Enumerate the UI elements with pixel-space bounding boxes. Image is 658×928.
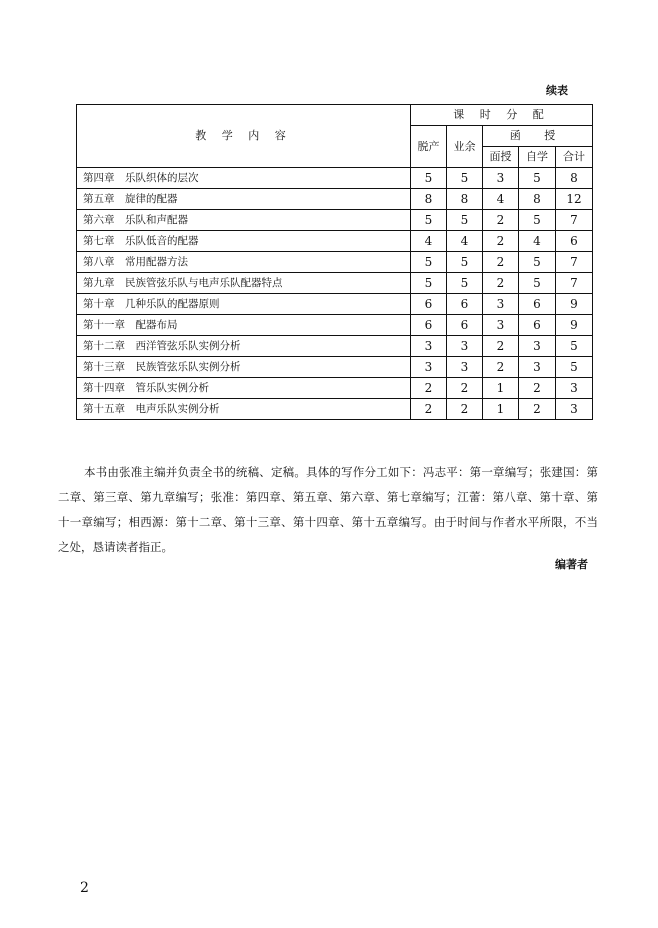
row-total: 3 bbox=[556, 378, 593, 399]
row-total: 7 bbox=[556, 273, 593, 294]
row-total: 6 bbox=[556, 231, 593, 252]
row-in-person: 1 bbox=[483, 378, 519, 399]
row-content: 第七章 乐队低音的配器 bbox=[77, 231, 411, 252]
table-row bbox=[77, 168, 593, 189]
row-fulltime: 6 bbox=[411, 294, 447, 315]
table-row bbox=[77, 210, 593, 231]
row-fulltime: 8 bbox=[411, 189, 447, 210]
row-in-person: 3 bbox=[483, 315, 519, 336]
row-fulltime: 5 bbox=[411, 210, 447, 231]
row-fulltime: 3 bbox=[411, 336, 447, 357]
authorship-paragraph: 本书由张准主编并负责全书的统稿、定稿。具体的写作分工如下：冯志平：第一章编写；张建国：第二章、第三章、第九章编写；张准：第四章、第五章、第六章、第七章编写；江蕾：第八章、第十章、第十一章编写；相西源：第十二章、第十三章、第十四章、第十五章编写。由于时间与作者水平所限，不当之处，恳请读者指正。 bbox=[58, 464, 598, 554]
row-content: 第十一章 配器布局 bbox=[77, 315, 411, 336]
header-parttime: 业余 bbox=[447, 126, 483, 168]
row-self-study: 8 bbox=[519, 189, 556, 210]
row-parttime: 3 bbox=[447, 357, 483, 378]
row-content: 第十三章 民族管弦乐队实例分析 bbox=[77, 357, 411, 378]
row-in-person: 2 bbox=[483, 252, 519, 273]
row-fulltime: 6 bbox=[411, 315, 447, 336]
row-content: 第八章 常用配器方法 bbox=[77, 252, 411, 273]
row-in-person: 4 bbox=[483, 189, 519, 210]
row-total: 12 bbox=[556, 189, 593, 210]
row-content: 第四章 乐队织体的层次 bbox=[77, 168, 411, 189]
row-self-study: 5 bbox=[519, 210, 556, 231]
header-fulltime: 脱产 bbox=[411, 126, 447, 168]
row-content: 第六章 乐队和声配器 bbox=[77, 210, 411, 231]
row-parttime: 8 bbox=[447, 189, 483, 210]
row-in-person: 2 bbox=[483, 336, 519, 357]
row-total: 8 bbox=[556, 168, 593, 189]
row-self-study: 2 bbox=[519, 399, 556, 420]
row-total: 7 bbox=[556, 210, 593, 231]
row-in-person: 2 bbox=[483, 273, 519, 294]
row-self-study: 2 bbox=[519, 378, 556, 399]
row-parttime: 4 bbox=[447, 231, 483, 252]
table-row bbox=[77, 273, 593, 294]
table-row bbox=[77, 189, 593, 210]
row-self-study: 3 bbox=[519, 336, 556, 357]
row-parttime: 3 bbox=[447, 336, 483, 357]
row-in-person: 3 bbox=[483, 294, 519, 315]
header-total: 合计 bbox=[556, 147, 593, 168]
row-fulltime: 3 bbox=[411, 357, 447, 378]
row-fulltime: 5 bbox=[411, 273, 447, 294]
row-in-person: 1 bbox=[483, 399, 519, 420]
table-row bbox=[77, 357, 593, 378]
row-total: 7 bbox=[556, 252, 593, 273]
header-content: 教 学 内 容 bbox=[77, 105, 411, 168]
table-row bbox=[77, 315, 593, 336]
table-row bbox=[77, 336, 593, 357]
row-parttime: 5 bbox=[447, 210, 483, 231]
header-self-study: 自学 bbox=[519, 147, 556, 168]
row-fulltime: 5 bbox=[411, 252, 447, 273]
row-parttime: 5 bbox=[447, 273, 483, 294]
row-parttime: 5 bbox=[447, 252, 483, 273]
row-self-study: 4 bbox=[519, 231, 556, 252]
row-parttime: 5 bbox=[447, 168, 483, 189]
table-row bbox=[77, 252, 593, 273]
row-in-person: 2 bbox=[483, 231, 519, 252]
table-row bbox=[77, 399, 593, 420]
course-hours-table bbox=[76, 104, 593, 420]
row-fulltime: 2 bbox=[411, 399, 447, 420]
header-in-person: 面授 bbox=[483, 147, 519, 168]
row-self-study: 3 bbox=[519, 357, 556, 378]
row-parttime: 2 bbox=[447, 378, 483, 399]
row-content: 第五章 旋律的配器 bbox=[77, 189, 411, 210]
row-fulltime: 2 bbox=[411, 378, 447, 399]
row-content: 第十章 几种乐队的配器原则 bbox=[77, 294, 411, 315]
row-in-person: 2 bbox=[483, 210, 519, 231]
row-parttime: 6 bbox=[447, 294, 483, 315]
row-parttime: 2 bbox=[447, 399, 483, 420]
row-self-study: 5 bbox=[519, 252, 556, 273]
row-fulltime: 4 bbox=[411, 231, 447, 252]
row-total: 9 bbox=[556, 315, 593, 336]
header-correspondence: 函 授 bbox=[483, 126, 593, 147]
continued-table-label: 续表 bbox=[546, 84, 568, 97]
row-in-person: 2 bbox=[483, 357, 519, 378]
row-content: 第十二章 西洋管弦乐队实例分析 bbox=[77, 336, 411, 357]
row-total: 9 bbox=[556, 294, 593, 315]
row-self-study: 5 bbox=[519, 168, 556, 189]
row-in-person: 3 bbox=[483, 168, 519, 189]
row-parttime: 6 bbox=[447, 315, 483, 336]
row-content: 第九章 民族管弦乐队与电声乐队配器特点 bbox=[77, 273, 411, 294]
row-self-study: 5 bbox=[519, 273, 556, 294]
row-content: 第十五章 电声乐队实例分析 bbox=[77, 399, 411, 420]
row-total: 5 bbox=[556, 357, 593, 378]
page-number: 2 bbox=[80, 880, 89, 896]
row-self-study: 6 bbox=[519, 294, 556, 315]
editor-signature: 编著者 bbox=[555, 558, 588, 571]
row-total: 5 bbox=[556, 336, 593, 357]
row-content: 第十四章 管乐队实例分析 bbox=[77, 378, 411, 399]
row-total: 3 bbox=[556, 399, 593, 420]
row-fulltime: 5 bbox=[411, 168, 447, 189]
row-self-study: 6 bbox=[519, 315, 556, 336]
table-row bbox=[77, 231, 593, 252]
header-hours-allocation: 课 时 分 配 bbox=[411, 105, 593, 126]
table-row bbox=[77, 378, 593, 399]
table-row bbox=[77, 294, 593, 315]
